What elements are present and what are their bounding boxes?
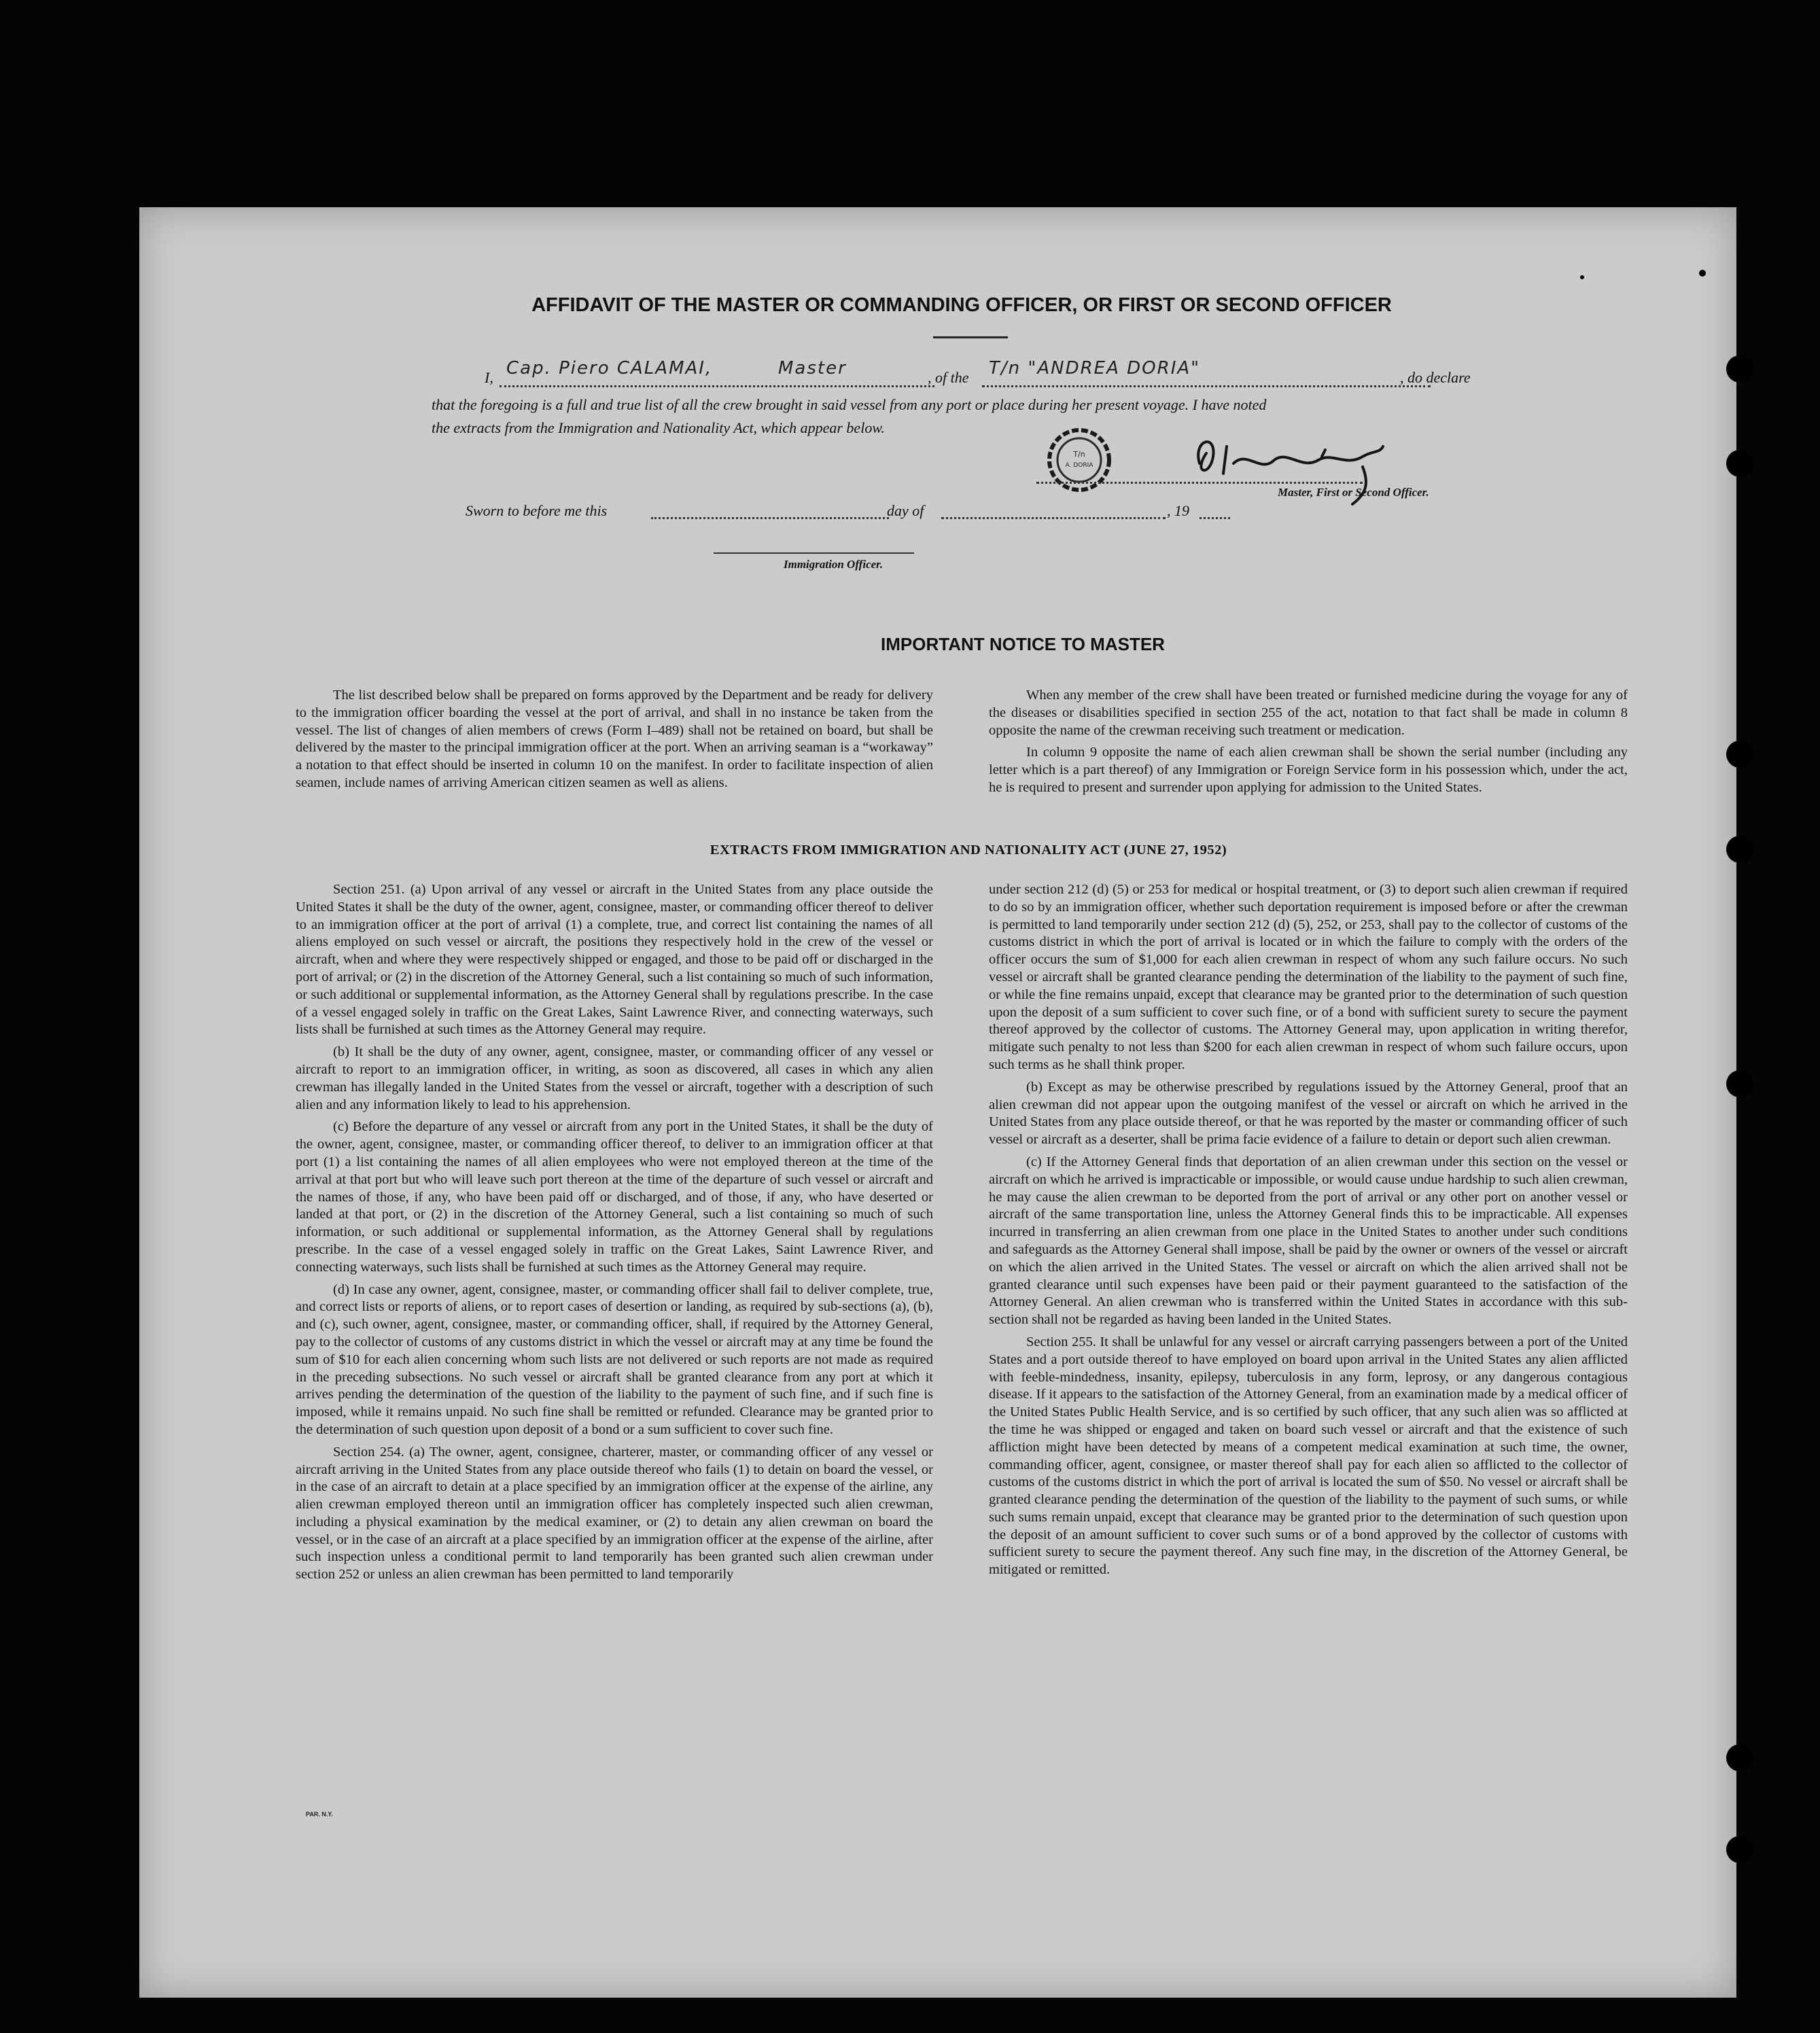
notice-paragraph: When any member of the crew shall have been treated or furnished medicine during the voyage for any of the diseases or disabilities specified in section 255 of the act, notation to that fact shall be made in column 8 opposite the name of the crewman receiving such treatment or medication. [989,688,1628,738]
notice-title: IMPORTANT NOTICE TO MASTER [881,634,1165,654]
of-the-label: , of the [928,369,969,386]
sworn-year-line [1200,517,1230,519]
svg-text:A. DORIA: A. DORIA [1065,462,1093,469]
notice-right-column [989,687,1628,802]
extract-paragraph: Section 254. (a) The owner, agent, consignee, charterer, master, or commanding officer of any vessel or aircraft arriving in the United States from any place outside thereof who fails (1) to detain on board the vessel, or in the case of an aircraft to detain at a place specified by an immigration officer at the expense of the airline, any alien crewman employed thereon until an immigration officer has completely inspected such alien crewman, including a physical examination by the medical examiner, or (2) to detain any alien crewman on board the vessel, or in the case of an aircraft at a place specified by an immigration officer at the expense of the airline, after such inspection unless a conditional permit to land temporarily has been granted such alien crewman under section 252 or unless an alien crewman has been permitted to land temporarily [296,1444,933,1583]
signature-line [1036,482,1363,484]
declaration-line-3: the extracts from the Immigration and Nationality Act, which appear below. [432,419,885,436]
immigration-officer-caption: Immigration Officer. [784,558,883,571]
binder-hole [1726,1744,1753,1771]
sworn-month-line [941,517,1166,519]
notice-paragraph: The list described below shall be prepared on forms approved by the Department and be ready for delivery to the immigration officer boarding the vessel at the port of arrival, and shall in no instance be taken from the vessel. The list of changes of alien members of crews (Form I–489) shall not be retained on board, but shall be delivered by the master to the principal immigration officer at the port. When an arriving seaman is a “workaway” a notation to that effect should be inserted in column 10 on the manifest. In order to facilitate inspection of alien seamen, include names of arriving American citizen seamen as well as aliens. [296,688,933,790]
extract-paragraph: (d) In case any owner, agent, consignee, master, or commanding officer shall fail to deliver complete, true, and correct lists or reports of aliens, or to report cases of desertion or landing, as required by sub-sections (a), (b), and (c), such owner, agent, consignee, master, or commanding officer, shall, if required by the Attorney General, pay to the collector of customs of any customs district in which the vessel or aircraft may at any time be found the sum of $10 for each alien concerning whom such lists are not delivered or such reports are not made as required in the preceding subsections. No such vessel or aircraft shall be granted clearance from any port at which it arrives pending the determination of the question of the liability to the payment of such fine, and if such fine is imposed, while it remains unpaid. No such fine shall be remitted or refunded. Clearance may be granted prior to the determination of such question upon deposit of a bond or a sum sufficient to cover such fine. [296,1281,933,1437]
extracts-right-column [989,881,1628,1584]
year-label: , 19 [1167,502,1189,519]
extracts-left-column [296,881,933,1589]
day-of-label: day of [887,502,924,519]
affidavit-title: AFFIDAVIT OF THE MASTER OR COMMANDING OFFICER, OR FIRST OR SECOND OFFICER [531,294,1392,316]
binder-hole [1726,355,1753,383]
extract-paragraph: Section 255. It shall be unlawful for any vessel or aircraft carrying passengers between a port of the United States and a port outside thereof to have employed on board upon arrival in the United States any alien afflicted with feeble-mindedness, insanity, epilepsy, tuberculosis in any form, leprosy, or any dangerous contagious disease. If it appears to the satisfaction of the Attorney General, from an examination made by a medical officer of the United States Public Health Service, and is so certified by such officer, that any such alien was so afflicted at the time he was shipped or engaged and taken on board such vessel or aircraft and that the existence of such affliction might have been detected by means of a competent medical examination at such time, the owner, commanding officer, agent, consignee, or master thereof shall pay for each alien so afflicted to the collector of customs of the customs district in which the port of arrival is located the sum of $50. No vessel or aircraft shall be granted clearance pending the determination of the question of the liability to the payment of such sums, or while such sums remain unpaid, except that clearance may be granted prior to the determination of such question upon the deposit of an amount sufficient to cover such sums or of a bond approved by the collector of customs with sufficient surety to secure the payment thereof. Any such fine may, in the discretion of the Attorney General, be mitigated or remitted. [989,1334,1628,1578]
binder-hole [1726,741,1753,768]
stamp-text: T/n [1073,450,1085,459]
ink-speck [1699,270,1706,277]
notice-paragraph: In column 9 opposite the name of each alien crewman shall be shown the serial number (including any letter which is a part thereof) of any Immigration or Foreign Service form in his possession which, under the act, he is required to present and surrender upon applying for admission to the United States. [989,745,1628,795]
extract-paragraph: (b) It shall be the duty of any owner, agent, consignee, master, or commanding officer of any vessel or aircraft to report to an immigration officer, in writing, as soon as discovered, all cases in which any alien crewman has illegally landed in the United States from the vessel or aircraft, together with a description of such alien and any information likely to lead to his apprehension. [296,1044,933,1112]
title-rule [933,336,1008,338]
ship-stamp [1045,426,1113,494]
master-name-handwritten: Cap. Piero CALAMAI, [506,358,713,378]
sworn-day-line [651,517,889,519]
binder-hole [1726,1070,1753,1097]
extracts-title: EXTRACTS FROM IMMIGRATION AND NATIONALITY ACT (JUNE 27, 1952) [710,843,1227,858]
master-rank-handwritten: Master [778,358,847,378]
document-page [139,207,1736,1998]
vessel-name-handwritten: T/n "ANDREA DORIA" [989,358,1201,378]
signature-caption: Master, First or Second Officer. [1278,486,1429,499]
extract-paragraph: (c) If the Attorney General finds that deportation of an alien crewman under this section on the vessel or aircraft on which he arrived is impracticable or impossible, or would cause undue hardship to such alien crewman, he may cause the alien crewman to be deported from the port of arrival or any other port on another vessel or aircraft of the same transportation line, unless the Attorney General finds this to be impracticable. All expenses incurred in transferring an alien crewman from one place in the United States to another under such conditions and safeguards as the Attorney General shall impose, shall be paid by the owner or owners of the vessel or aircraft on which the alien arrived in the United States. The vessel or aircraft on which the alien arrived shall not be granted clearance until such expenses have been paid or their payment guaranteed to the satisfaction of the Attorney General. An alien crewman who is transferred within the United States in accordance with this sub-section shall not be regarded as having been landed in the United States. [989,1154,1628,1328]
name-line [500,385,934,387]
declaration-line-2: that the foregoing is a full and true list of all the crew brought in said vessel from any port or place during her present voyage. I have noted [432,396,1267,413]
extract-paragraph: (c) Before the departure of any vessel or aircraft from any port in the United States, it shall be the duty of the owner, agent, consignee, master, or commanding officer thereof, to deliver to an immigration officer at that port (1) a list containing the names of all alien employees who were not employed thereon at the time of the arrival at that port but who will leave such port thereon at the time of the departure of such vessel or aircraft and the names of those, if any, who have been paid off or discharged, and of those, if any, who have deserted or landed at that port, or (2) in the discretion of the Attorney General, such a list containing so much of such information, or such additional or supplemental information, as the Attorney General shall by regulations prescribe. In the case of a vessel engaged solely in traffic on the Great Lakes, Saint Lawrence River, and connecting waterways, such lists shall be furnished at such times as the Attorney General may require. [296,1119,933,1275]
do-declare-label: , do declare [1400,369,1471,386]
vessel-line [982,385,1431,387]
binder-hole [1726,1836,1753,1863]
binder-hole [1726,836,1753,863]
immigration-officer-line [714,552,914,554]
notice-left-column [296,687,933,797]
ink-speck [1580,275,1584,279]
binder-hole [1726,450,1753,477]
extract-paragraph: Section 251. (a) Upon arrival of any vessel or aircraft in the United States from any place outside the United States it shall be the duty of the owner, agent, consignee, master, or commanding officer thereof to deliver to an immigration officer at the port of arrival (1) a complete, true, and correct list containing the names of all aliens employed on such vessel or aircraft, the positions they respectively hold in the crew of the vessel or aircraft, when and where they were respectively shipped or engaged, and those to be paid off or discharged in the port of arrival; or (2) in the discretion of the Attorney General, such a list containing so much of such information, or such additional or supplemental information, as the Attorney General shall by regulations prescribe. In the case of a vessel engaged solely in traffic on the Great Lakes, Saint Lawrence River, and connecting waterways, such lists shall be furnished at such times as the Attorney General may require. [296,882,933,1038]
sworn-label: Sworn to before me this [466,502,608,519]
extract-paragraph: under section 212 (d) (5) or 253 for medical or hospital treatment, or (3) to deport such alien crewman if required to do so by an immigration officer, whether such deportation requirement is imposed before or after the crewman is permitted to land temporarily under section 212 (d) (5), 252, or 253, shall pay to the collector of customs of the customs district in which the port of arrival is located or in which the failure to comply with the orders of the officer occurs the sum of $1,000 for each alien crewman in respect of whom any such failure occurs. No such vessel or aircraft shall be granted clearance pending the determination of the liability to the payment of such fine, or while the fine remains unpaid, except that clearance may be granted prior to the determination of such question upon the deposit of a sum sufficient to cover such fine, or of a bond with sufficient surety to secure the payment thereof approved by the collector of customs. The Attorney General may, upon application in writing therefor, mitigate such penalty to not less than $200 for each alien crewman in respect of whom such failure occurs, upon such terms as he shall think proper. [989,882,1628,1072]
i-label: I, [485,369,493,386]
extract-paragraph: (b) Except as may be otherwise prescribed by regulations issued by the Attorney General, proof that an alien crewman did not appear upon the outgoing manifest of the vessel or aircraft on which he arrived in the United States from any place outside thereof, or that he was reported by the master or commanding officer of such vessel or aircraft as a deserter, shall be prima facie evidence of a failure to detain or deport such alien crewman. [989,1079,1628,1148]
print-code: PAR. N.Y. [306,1811,333,1818]
